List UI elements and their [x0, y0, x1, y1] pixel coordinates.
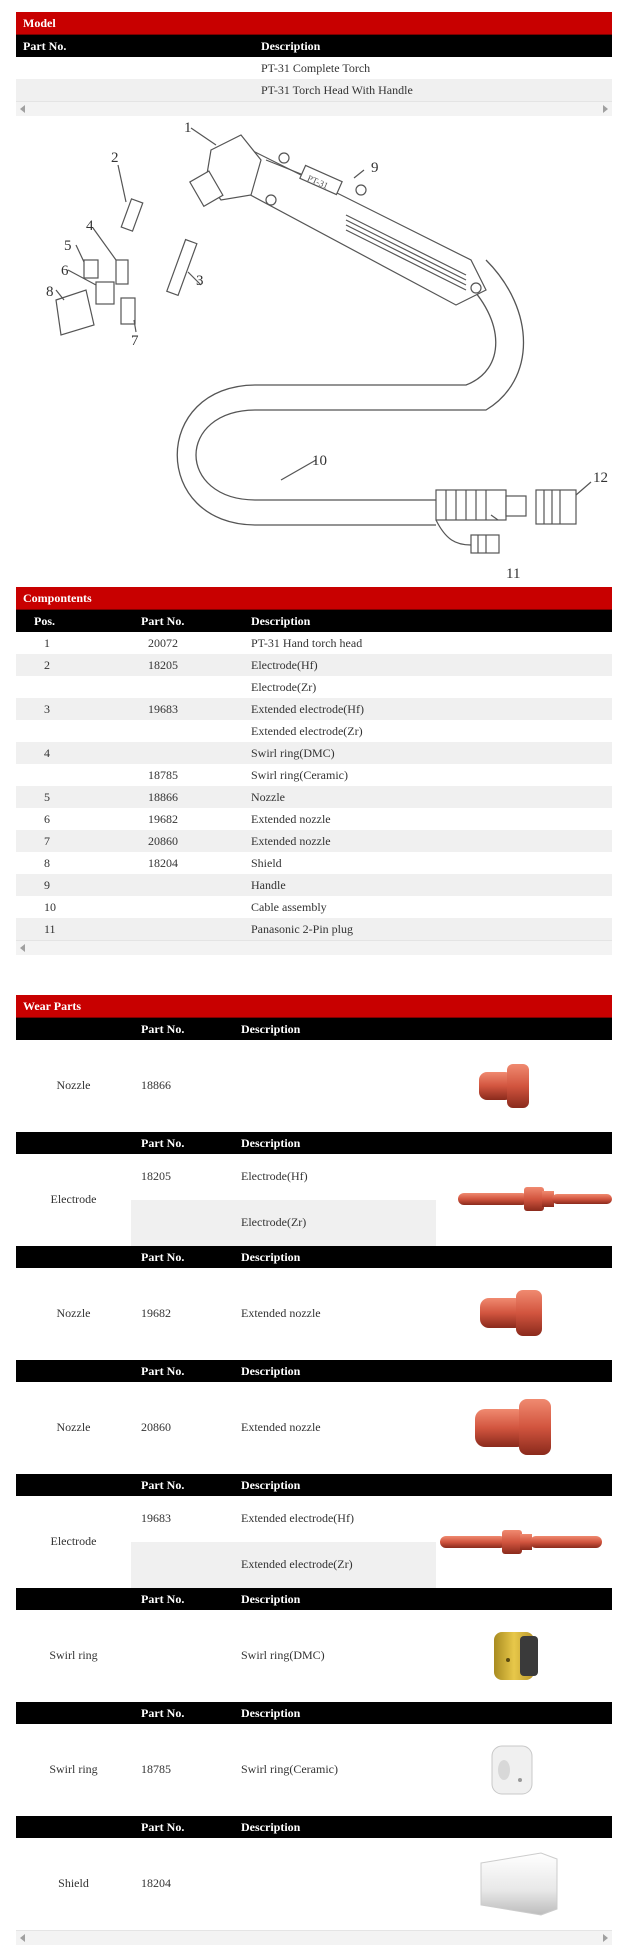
- wear-part-group: [16, 1816, 612, 1930]
- scroll-left-icon[interactable]: [20, 105, 25, 113]
- components-row: [16, 874, 612, 896]
- wear-part-image: [471, 1849, 571, 1923]
- callout-2: 2: [111, 150, 119, 166]
- components-pos: 3: [44, 702, 50, 716]
- wear-part-description: Extended electrode(Zr): [241, 1557, 353, 1571]
- components-part-no: 19682: [148, 812, 178, 826]
- wear-part-group: [16, 1018, 612, 1132]
- wear-part-header-part-no: Part No.: [141, 1364, 185, 1378]
- components-header-description: Description: [251, 614, 311, 628]
- wear-part-part-no: 19682: [141, 1306, 171, 1320]
- components-horizontal-scrollbar[interactable]: [16, 940, 612, 955]
- wear-part-image: [471, 1056, 541, 1120]
- wear-part-header-description: Description: [241, 1592, 301, 1606]
- wear-part-name: Shield: [58, 1876, 89, 1890]
- wear-part-header-description: Description: [241, 1136, 301, 1150]
- components-row: [16, 896, 612, 918]
- wear-part-header-row: [16, 1474, 612, 1496]
- model-table: [16, 12, 612, 116]
- wear-part-header-part-no: Part No.: [141, 1592, 185, 1606]
- components-row: [16, 918, 612, 940]
- callout-10: 10: [312, 453, 327, 469]
- wear-part-header-part-no: Part No.: [141, 1250, 185, 1264]
- wear-part-body: [16, 1382, 612, 1474]
- wear-part-group: [16, 1360, 612, 1474]
- components-description: Nozzle: [251, 790, 285, 804]
- wear-part-description: Electrode(Zr): [241, 1215, 307, 1229]
- components-description: PT-31 Hand torch head: [251, 636, 363, 650]
- wear-part-header-part-no: Part No.: [141, 1706, 185, 1720]
- components-pos: 7: [44, 834, 50, 848]
- wear-part-image: [486, 1740, 546, 1804]
- components-row: [16, 764, 612, 786]
- components-pos: 8: [44, 856, 50, 870]
- wear-part-group: [16, 1702, 612, 1816]
- wear-parts-horizontal-scrollbar[interactable]: [16, 1930, 612, 1945]
- model-header-part-no: Part No.: [23, 39, 67, 53]
- components-row: [16, 742, 612, 764]
- components-pos: 2: [44, 658, 50, 672]
- components-header-pos: Pos.: [34, 614, 55, 628]
- wear-part-header-row: [16, 1246, 612, 1268]
- wear-part-header-description: Description: [241, 1478, 301, 1492]
- components-row: [16, 676, 612, 698]
- wear-part-header-row: [16, 1588, 612, 1610]
- wear-part-image: [456, 1179, 616, 1223]
- wear-part-part-no: 18204: [141, 1876, 171, 1890]
- wear-part-group: [16, 1246, 612, 1360]
- wear-part-description: Swirl ring(Ceramic): [241, 1762, 338, 1776]
- components-row: [16, 786, 612, 808]
- model-description: PT-31 Torch Head With Handle: [261, 83, 413, 97]
- wear-part-name: Nozzle: [56, 1420, 91, 1434]
- wear-part-description: Extended nozzle: [241, 1420, 321, 1434]
- components-description: Extended electrode(Zr): [251, 724, 363, 738]
- callout-11: 11: [506, 566, 521, 582]
- wear-part-header-description: Description: [241, 1820, 301, 1834]
- wear-part-image: [474, 1284, 554, 1348]
- components-row: [16, 830, 612, 852]
- wear-part-name: Electrode: [50, 1534, 97, 1548]
- wear-part-header-row: [16, 1018, 612, 1040]
- components-pos: 5: [44, 790, 50, 804]
- wear-part-name: Swirl ring: [49, 1762, 98, 1776]
- wear-part-description: Swirl ring(DMC): [241, 1648, 325, 1662]
- wear-part-body: [16, 1040, 612, 1132]
- components-header-row: [16, 610, 612, 632]
- components-row: [16, 654, 612, 676]
- components-description: Electrode(Hf): [251, 658, 318, 672]
- wear-part-part-no: 18785: [141, 1762, 171, 1776]
- components-pos: 11: [44, 922, 56, 936]
- wear-part-header-description: Description: [241, 1706, 301, 1720]
- wear-part-header-description: Description: [241, 1250, 301, 1264]
- components-pos: 10: [44, 900, 56, 914]
- wear-parts-section: [16, 995, 612, 1945]
- components-part-no: 19683: [148, 702, 178, 716]
- wear-part-header-row: [16, 1816, 612, 1838]
- components-pos: 4: [44, 746, 50, 760]
- callout-3: 3: [196, 273, 204, 289]
- components-header-part-no: Part No.: [141, 614, 185, 628]
- components-part-no: 18785: [148, 768, 178, 782]
- components-part-no: 18204: [148, 856, 178, 870]
- components-description: Swirl ring(Ceramic): [251, 768, 348, 782]
- model-header-description: Description: [261, 39, 321, 53]
- components-description: Panasonic 2-Pin plug: [251, 922, 353, 936]
- components-description: Extended electrode(Hf): [251, 702, 364, 716]
- scroll-left-icon[interactable]: [20, 944, 25, 952]
- wear-part-description: Extended nozzle: [241, 1306, 321, 1320]
- components-description: Swirl ring(DMC): [251, 746, 335, 760]
- wear-part-header-part-no: Part No.: [141, 1820, 185, 1834]
- wear-part-body: [16, 1838, 612, 1930]
- components-description: Shield: [251, 856, 282, 870]
- wear-part-group: [16, 1474, 612, 1588]
- callout-12: 12: [593, 470, 608, 486]
- components-description: Handle: [251, 878, 286, 892]
- wear-part-body: [16, 1610, 612, 1702]
- wear-part-header-description: Description: [241, 1364, 301, 1378]
- handle-label: PT-31: [305, 172, 330, 191]
- wear-part-header-description: Description: [241, 1022, 301, 1036]
- callout-9: 9: [371, 160, 379, 176]
- components-row: [16, 632, 612, 654]
- wear-part-group: [16, 1132, 612, 1246]
- wear-part-header-row: [16, 1702, 612, 1724]
- wear-part-part-no: 19683: [141, 1511, 171, 1525]
- components-description: Cable assembly: [251, 900, 327, 914]
- wear-part-group: [16, 1588, 612, 1702]
- model-title: Model: [16, 12, 612, 35]
- model-horizontal-scrollbar[interactable]: [16, 101, 612, 116]
- components-part-no: 18866: [148, 790, 178, 804]
- components-row: [16, 808, 612, 830]
- components-pos: 6: [44, 812, 50, 826]
- model-row: [16, 57, 612, 79]
- components-pos: 1: [44, 636, 50, 650]
- wear-part-description: Extended electrode(Hf): [241, 1511, 354, 1525]
- model-header-row: [16, 35, 612, 57]
- wear-part-image: [486, 1626, 546, 1690]
- wear-part-body: [16, 1496, 612, 1588]
- wear-part-name: Nozzle: [56, 1306, 91, 1320]
- wear-part-name: Nozzle: [56, 1078, 91, 1092]
- scroll-left-icon[interactable]: [20, 1934, 25, 1942]
- wear-parts-title: Wear Parts: [16, 995, 612, 1018]
- components-description: Extended nozzle: [251, 812, 331, 826]
- wear-part-header-part-no: Part No.: [141, 1022, 185, 1036]
- wear-part-image: [438, 1522, 608, 1566]
- components-pos: 9: [44, 878, 50, 892]
- model-row: [16, 79, 612, 101]
- scroll-right-icon[interactable]: [603, 105, 608, 113]
- components-part-no: 20860: [148, 834, 178, 848]
- wear-part-header-row: [16, 1132, 612, 1154]
- components-table: [16, 587, 612, 955]
- callout-5: 5: [64, 238, 72, 254]
- wear-part-name: Electrode: [50, 1192, 97, 1206]
- wear-part-part-no: 18205: [141, 1169, 171, 1183]
- components-part-no: 20072: [148, 636, 178, 650]
- callout-6: 6: [61, 263, 69, 279]
- components-title: Compontents: [16, 587, 612, 610]
- callout-4: 4: [86, 218, 94, 234]
- components-description: Electrode(Zr): [251, 680, 317, 694]
- wear-part-image: [471, 1395, 561, 1465]
- components-part-no: 18205: [148, 658, 178, 672]
- wear-part-body: [16, 1268, 612, 1360]
- wear-part-body: [16, 1724, 612, 1816]
- wear-part-part-no: 18866: [141, 1078, 171, 1092]
- wear-part-description: Electrode(Hf): [241, 1169, 308, 1183]
- wear-part-name: Swirl ring: [49, 1648, 98, 1662]
- components-row: [16, 698, 612, 720]
- wear-part-part-no: 20860: [141, 1420, 171, 1434]
- callout-7-alt: 8: [46, 284, 54, 300]
- wear-part-header-row: [16, 1360, 612, 1382]
- wear-part-body: [16, 1154, 612, 1246]
- model-description: PT-31 Complete Torch: [261, 61, 371, 75]
- wear-part-header-part-no: Part No.: [141, 1136, 185, 1150]
- torch-exploded-diagram: [16, 120, 612, 582]
- callout-1: 1: [184, 120, 192, 136]
- wear-part-header-part-no: Part No.: [141, 1478, 185, 1492]
- scroll-right-icon[interactable]: [603, 1934, 608, 1942]
- callout-7: 7: [131, 333, 139, 349]
- components-row: [16, 852, 612, 874]
- components-row: [16, 720, 612, 742]
- components-description: Extended nozzle: [251, 834, 331, 848]
